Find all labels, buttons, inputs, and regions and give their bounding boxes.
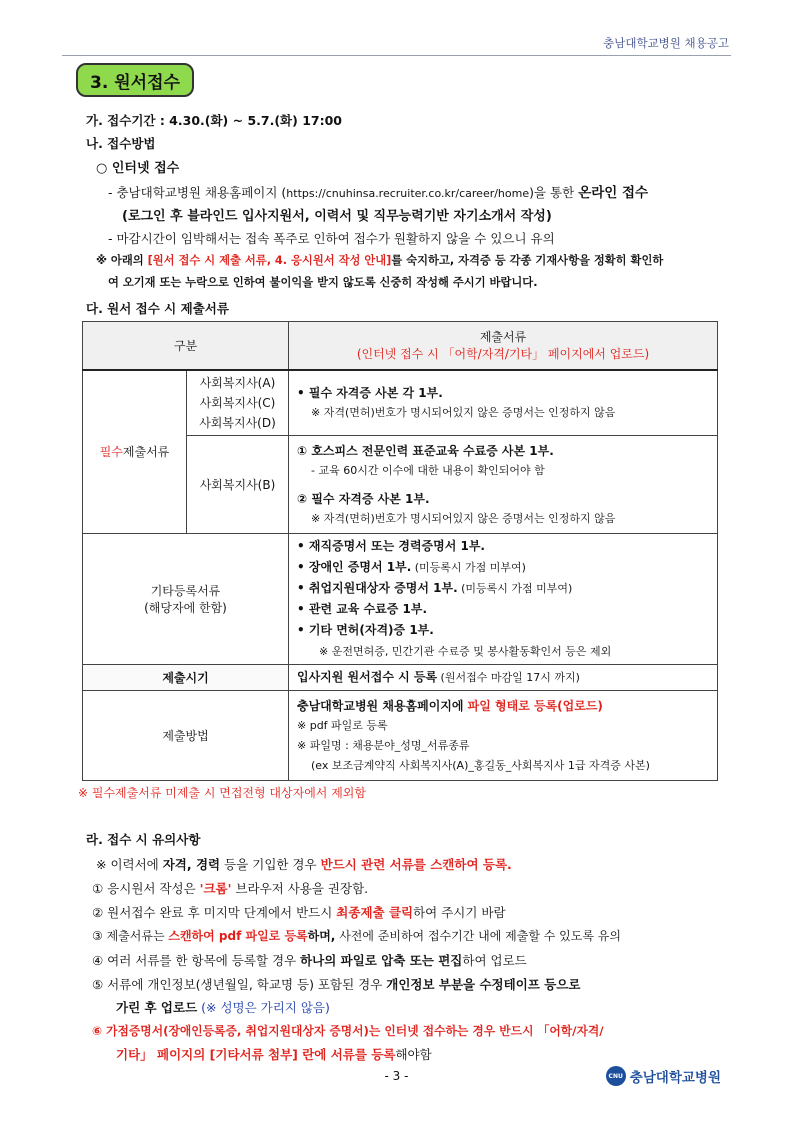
ra-label: 라. 접수 시 유의사항: [86, 832, 201, 847]
logo-text: 충남대학교병원: [629, 1070, 721, 1086]
submission-docs-table: [82, 321, 718, 781]
docs-b: ① 호스피스 전문인력 표준교육 수료증 사본 1부. - 교육 60시간 이수에 대한 내용이 확인되어야 함 ② 필수 자격증 사본 1부. ※ 자격(면허)번호가 명시되어있지 않은 증명서는 인정하지 않음: [289, 436, 718, 534]
required-docs-label: 필수제출서류: [83, 370, 187, 534]
roles-acd: 사회복지사(A) 사회복지사(C) 사회복지사(D): [187, 370, 289, 436]
role-b: 사회복지사(B): [187, 436, 289, 534]
ra-note0: ※ 이력서에 자격, 경력 등을 기입한 경우 반드시 관련 서류를 스캔하여 등록.: [96, 857, 512, 872]
ra-item4: ④ 여러 서류를 한 항목에 등록할 경우 하나의 파일로 압축 또는 편집하여 업로드: [92, 953, 527, 968]
cnu-logo-icon: CNU: [606, 1066, 626, 1086]
other-docs-label: 기타등록서류 (해당자에 한함): [83, 534, 289, 665]
na-line1: - 충남대학교병원 채용홈페이지 (https://cnuhinsa.recruiter.co.kr/career/home)을 통한 온라인 접수: [108, 185, 649, 201]
recruit-url-link[interactable]: https://cnuhinsa.recruiter.co.kr/career/home: [286, 187, 530, 200]
ra-item5: ⑤ 서류에 개인정보(생년월일, 학교명 등) 포함된 경우 개인정보 부분을 수정테이프 등으로: [92, 977, 581, 992]
header-title: 충남대학교병원 채용공고: [603, 36, 729, 50]
hospital-logo: [606, 1066, 721, 1086]
method-title: ○ 인터넷 접수: [96, 161, 180, 176]
ra-item6: ⑥ 가점증명서(장애인등록증, 취업지원대상자 증명서)는 인터넷 접수하는 경우 반드시 「어학/자격/: [92, 1024, 604, 1038]
timing-value: 입사지원 원서접수 시 등록 (원서접수 마감일 17시 까지): [289, 665, 718, 691]
ra-item2: ② 원서접수 완료 후 미지막 단계에서 반드시 최종제출 클릭하여 주시기 바람: [92, 905, 506, 920]
da-label: 다. 원서 접수 시 제출서류: [86, 301, 229, 316]
na-note: ※ 아래의 [원서 접수 시 제출 서류, 4. 응시원서 작성 안내]를 숙지하고, 자격증 등 각종 기재사항을 정확히 확인하: [96, 254, 664, 267]
table-header-docs: 제출서류 (인터넷 접수 시 「어학/자격/기타」 페이지에서 업로드): [289, 322, 718, 370]
timing-label: 제출시기: [83, 665, 289, 691]
ra-item5-line2: 가린 후 업로드 (※ 성명은 가리지 않음): [116, 1000, 330, 1015]
method-label: 제출방법: [83, 691, 289, 781]
ra-item3: ③ 제출서류는 스캔하여 pdf 파일로 등록하며, 사전에 준비하여 접수기간 내에 제출할 수 있도록 유의: [92, 929, 621, 943]
header-divider: [62, 55, 731, 56]
na-label: 나. 접수방법: [86, 136, 156, 151]
method-value: 충남대학교병원 채용홈페이지에 파일 형태로 등록(업로드) ※ pdf 파일로 등록 ※ 파일명 : 채용분야_성명_서류종류 (ex 보조금계약직 사회복지사(A)_홍길동_사회복지사 1급 자격증 사본): [289, 691, 718, 781]
ga-label: 가. 접수기간 : 4.30.(화) ~ 5.7.(화) 17:00: [86, 113, 342, 128]
docs-acd: • 필수 자격증 사본 각 1부. ※ 자격(면허)번호가 명시되어있지 않은 증명서는 인정하지 않음: [289, 370, 718, 436]
table-footnote: ※ 필수제출서류 미제출 시 면접전형 대상자에서 제외함: [78, 786, 366, 800]
other-docs: • 재직증명서 또는 경력증명서 1부. • 장애인 증명서 1부. (미등록시 가점 미부여) • 취업지원대상자 증명서 1부. (미등록시 가점 미부여) • 관련 교육 수료증 1부. • 기타 면허(자격)증 1부. ※ 운전면허증, 민간기관 수료증 및 봉사활동확인서 등은 제외: [289, 534, 718, 665]
section-title: 3. 원서접수: [76, 63, 194, 97]
table-header-category: 구분: [83, 322, 289, 370]
na-line2: (로그인 후 블라인드 입사지원서, 이력서 및 직무능력기반 자기소개서 작성): [122, 209, 552, 224]
na-note-line2: 여 오기재 또는 누락으로 인하여 불이익을 받지 않도록 신중히 작성해 주시기 바랍니다.: [108, 276, 538, 289]
ra-item1: ① 응시원서 작성은 '크롬' 브라우저 사용을 권장함.: [92, 881, 369, 896]
ra-item6-line2: 기타」 페이지의 [기타서류 첨부] 란에 서류를 등록해야함: [116, 1047, 432, 1062]
na-line3: - 마감시간이 임박해서는 접속 폭주로 인하여 접수가 원활하지 않을 수 있으니 유의: [108, 231, 555, 246]
page-number: - 3 -: [384, 1069, 409, 1083]
